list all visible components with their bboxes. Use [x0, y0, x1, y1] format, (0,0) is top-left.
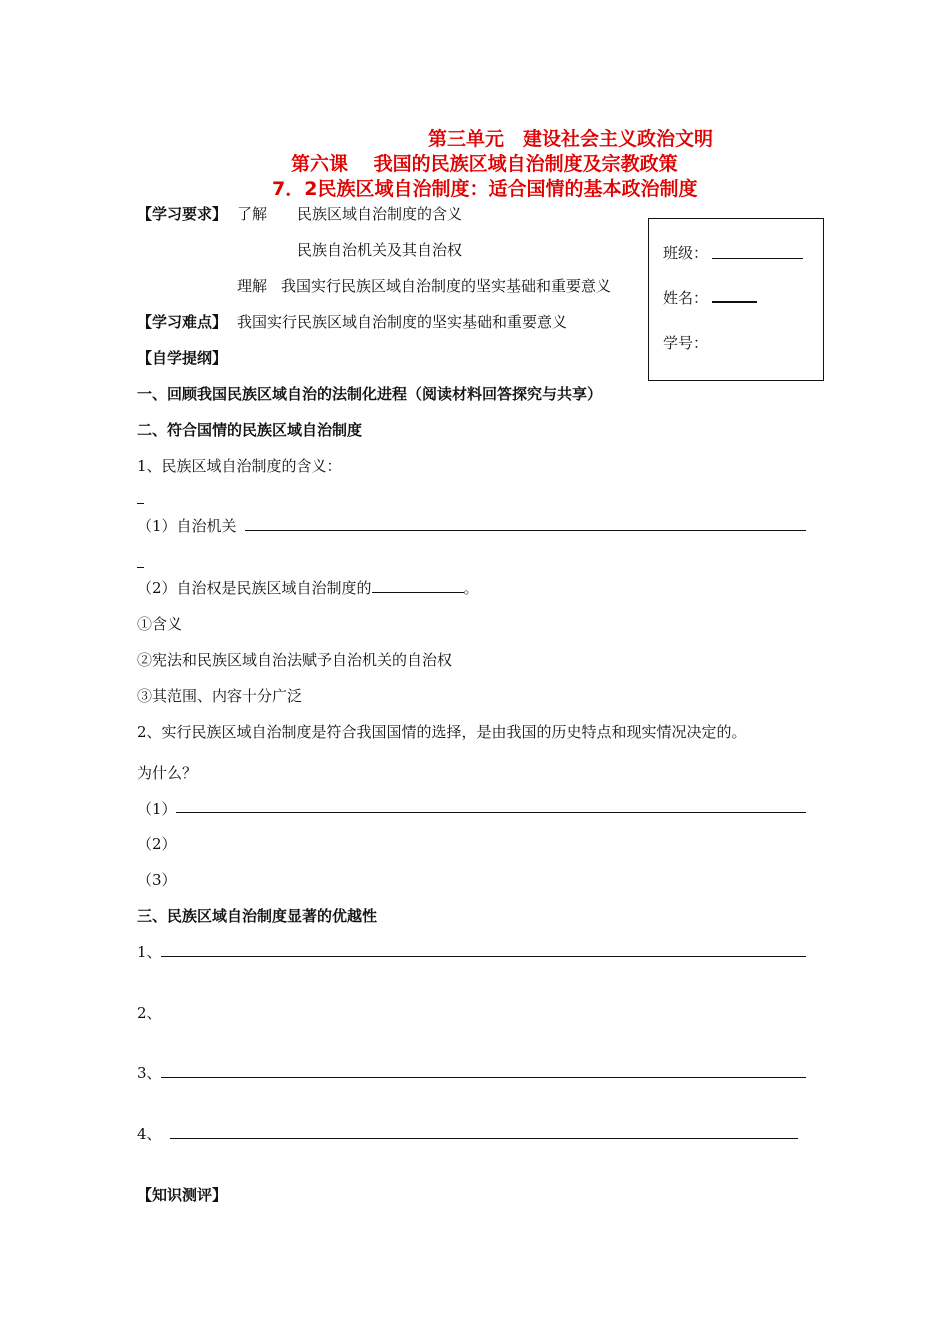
sub2-prefix: （2）自治权是民族区域自治制度的	[137, 579, 372, 597]
student-info-box	[648, 218, 824, 381]
section-title: 7．2民族区域自治制度：适合国情的基本政治制度	[272, 178, 698, 200]
point2: ②宪法和民族区域自治法赋予自治机关的自治权	[137, 651, 453, 669]
item1-text: 1、民族区域自治制度的含义：	[137, 457, 342, 475]
student-id-label: 学号：	[663, 334, 709, 352]
advantage-3-label: 3、	[137, 1064, 162, 1082]
sub1-blank[interactable]	[245, 530, 806, 531]
reason3-label: （3）	[137, 871, 177, 889]
outline-label: 【自学提纲】	[137, 349, 228, 367]
why-text: 为什么？	[137, 764, 198, 782]
advantage-1-label: 1、	[137, 943, 162, 961]
class-blank[interactable]	[712, 258, 803, 259]
class-label: 班级：	[663, 244, 709, 262]
point1: ①含义	[137, 615, 183, 633]
difficulty-label: 【学习难点】	[137, 313, 228, 331]
unit-title: 第三单元 建设社会主义政治文明	[428, 128, 714, 150]
advantage-2-label: 2、	[137, 1004, 162, 1022]
understand-item-2: 民族自治机关及其自治权	[297, 241, 463, 259]
dash-mark	[137, 503, 144, 504]
name-label: 姓名：	[663, 289, 709, 307]
comprehend-item-1: 我国实行民族区域自治制度的坚实基础和重要意义	[281, 277, 612, 295]
requirements-label: 【学习要求】	[137, 205, 228, 223]
reason1-label: （1）	[137, 800, 177, 818]
section2-heading: 二、符合国情的民族区域自治制度	[137, 421, 363, 439]
name-blank[interactable]	[712, 301, 757, 303]
dash-mark	[137, 567, 144, 568]
reason2-label: （2）	[137, 835, 177, 853]
lesson-title: 第六课 我国的民族区域自治制度及宗教政策	[291, 153, 678, 175]
understand-word: 了解	[237, 205, 268, 223]
advantage-1-blank[interactable]	[161, 956, 806, 957]
understand-item-1: 民族区域自治制度的含义	[297, 205, 463, 223]
sub2-blank[interactable]	[372, 578, 464, 593]
point3: ③其范围、内容十分广泛	[137, 687, 303, 705]
reason1-blank[interactable]	[176, 812, 806, 813]
advantage-4-blank[interactable]	[170, 1138, 798, 1139]
assessment-label: 【知识测评】	[137, 1186, 228, 1204]
comprehend-word: 理解	[237, 277, 268, 295]
advantage-4-label: 4、	[137, 1125, 162, 1143]
sub1-label: （1）自治机关	[137, 517, 237, 535]
advantage-3-blank[interactable]	[161, 1077, 806, 1078]
item2-text: 2、实行民族区域自治制度是符合我国国情的选择，是由我国的历史特点和现实情况决定的。	[137, 723, 747, 741]
sub2-text	[137, 577, 479, 598]
difficulty-text: 我国实行民族区域自治制度的坚实基础和重要意义	[237, 313, 568, 331]
sub2-suffix: 。	[463, 579, 479, 597]
section3-heading: 三、民族区域自治制度显著的优越性	[137, 907, 378, 925]
section1-heading: 一、回顾我国民族区域自治的法制化进程（阅读材料回答探究与共享）	[137, 385, 603, 403]
